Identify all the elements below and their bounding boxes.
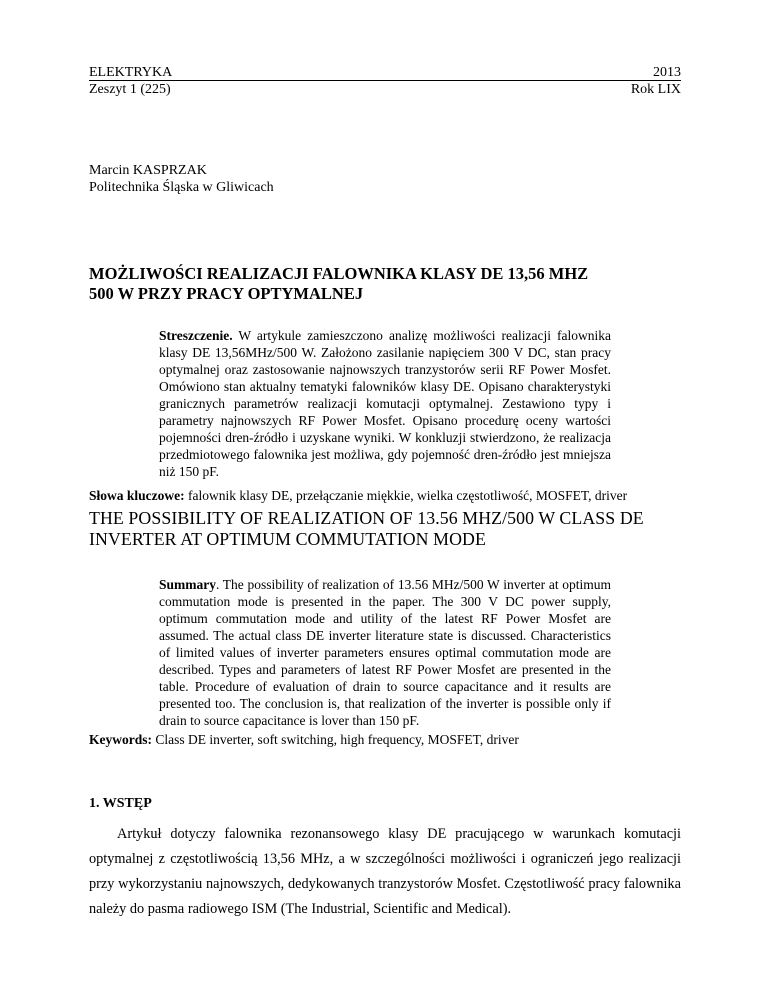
- keywords-pl-label: Słowa kluczowe:: [89, 488, 185, 503]
- paper-title-pl: [89, 264, 681, 304]
- title-pl-line2: 500 W PRZY PRACY OPTYMALNEJ: [89, 284, 364, 303]
- journal-year: 2013: [653, 65, 681, 80]
- paper-title-en: [89, 508, 689, 550]
- abstract-pl: [159, 327, 611, 480]
- keywords-en-label: Keywords:: [89, 732, 152, 747]
- abstract-pl-label: Streszczenie.: [159, 328, 233, 343]
- abstract-en: [159, 576, 611, 729]
- keywords-en-text: Class DE inverter, soft switching, high frequency, MOSFET, driver: [152, 732, 519, 747]
- keywords-pl-text: falownik klasy DE, przełączanie miękkie, wielka częstotliwość, MOSFET, driver: [184, 488, 628, 503]
- author-affiliation: Politechnika Śląska w Gliwicach: [89, 180, 274, 195]
- keywords-en: [89, 731, 681, 748]
- journal-name: ELEKTRYKA: [89, 65, 173, 80]
- abstract-en-text: . The possibility of realization of 13.56 MHz/500 W inverter at optimum commutation mode is presented in the paper. The 300 V DC power supply, optimum commutation mode and utility of the latest RF Power Mosfet are assumed. The actual class DE inverter literature state is discussed. Characteristics of limited values of inverter parameters ensures optimal commutation mode are described. Types and parameters of latest RF Power Mosfet are presented in the table. Procedure of evaluation of drain to source capacitance and it results are presented too. The conclusion is, that realization of the inverter is possible only if drain to source capacitance is lover than 150 pF.: [159, 577, 611, 728]
- body-paragraph: [89, 822, 681, 922]
- abstract-pl-text: W artykule zamieszczono analizę możliwości realizacji falownika klasy DE 13,56MHz/500 W. Założono zasilanie napięciem 300 V DC, stan pracy optymalnej oraz zastosowanie najnowszych tranzystorów serii RF Power Mosfet. Omówiono stan aktualny tematyki falowników klasy DE. Opisano charakterystyki granicznych parametrów realizacji komutacji optymalnej. Zestawiono typy i parametry najnowszych RF Power Mosfet. Opisano procedurę oceny wartości pojemności dren-źródło i uzyskane wyniki. W konkluzji stwierdzono, że realizacja przedmiotowego falownika jest możliwa, gdy pojemność dren-źródło jest mniejsza niż 150 pF.: [159, 328, 611, 479]
- abstract-en-label: Summary: [159, 577, 216, 592]
- title-pl-line1: MOŻLIWOŚCI REALIZACJI FALOWNIKA KLASY DE 13,56 MHZ: [89, 264, 589, 283]
- journal-volume: Rok LIX: [630, 82, 681, 97]
- journal-year-block: [631, 64, 681, 98]
- body-paragraph-text: Artykuł dotyczy falownika rezonansowego klasy DE pracującego w warunkach komutacji optymalnej z częstotliwością 13,56 MHz, a w szczególności możliwości i ograniczeń jego realizacji przy wykorzystaniu najnowszych, dedykowanych tranzystorów Mosfet. Częstotliwość pracy falownika należy do pasma radiowego ISM (The Industrial, Scientific and Medical).: [89, 826, 681, 917]
- title-en-line2: INVERTER AT OPTIMUM COMMUTATION MODE: [89, 529, 486, 549]
- header-divider: [89, 80, 681, 81]
- author-name: Marcin KASPRZAK: [89, 163, 207, 178]
- author-block: [89, 162, 274, 196]
- title-en-line1: THE POSSIBILITY OF REALIZATION OF 13.56 MHZ/500 W CLASS DE: [89, 508, 644, 528]
- journal-header: [89, 64, 172, 98]
- section-heading: 1. WSTĘP: [89, 796, 152, 811]
- keywords-pl: [89, 487, 681, 504]
- journal-issue: Zeszyt 1 (225): [89, 82, 171, 97]
